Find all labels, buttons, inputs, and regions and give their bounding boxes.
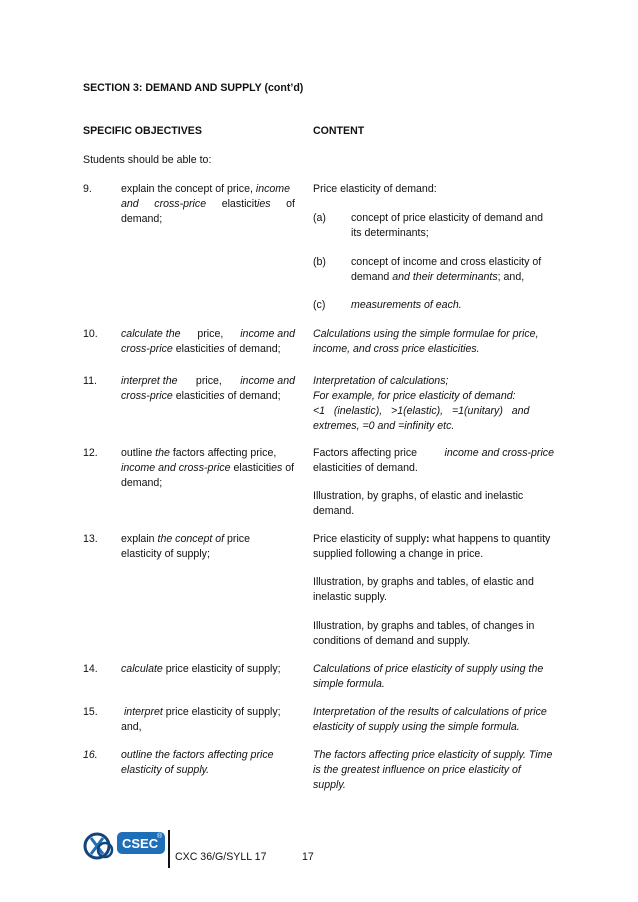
content-text: Factors affecting price income and cross-price elasticities of demand. — [313, 447, 554, 474]
content-text: Calculations of price elasticity of supply using the simple formula. — [313, 663, 544, 690]
content-text: Illustration, by graphs and tables, of elastic and inelastic supply. — [313, 576, 534, 603]
cxc-logo — [83, 826, 173, 866]
footer-divider — [168, 830, 170, 868]
csec-logo-text: CSEC — [122, 836, 159, 851]
item-number: 13. — [83, 533, 98, 545]
item-number: 9. — [83, 183, 92, 195]
sub-text: concept of price elasticity of demand and its determinants; — [351, 212, 543, 239]
objective-text: explain the concept of price elasticity of supply; — [121, 533, 250, 560]
sub-label: (c) — [313, 299, 326, 311]
content-text: Illustration, by graphs and tables, of changes in conditions of demand and supply. — [313, 620, 535, 647]
sub-text: concept of income and cross elasticity of demand and their determinants; and, — [351, 256, 542, 283]
objective-text: outline the factors affecting price elasticity of supply. — [121, 749, 274, 776]
content-text: Interpretation of calculations; For example, for price elasticity of demand: <1 (inelastic), >1(elastic), =1(unitary) and extremes, =0 and =infinity etc. — [313, 375, 530, 432]
registered-mark: ® — [157, 833, 163, 840]
objective-text: explain the concept of price, income and cross-price elasticities of demand; — [121, 183, 295, 225]
objective-text: calculate the price, income and cross-price elasticities of demand; — [121, 328, 295, 355]
sub-text: measurements of each. — [351, 299, 462, 311]
intro-text: Students should be able to: — [83, 154, 212, 166]
section-title: SECTION 3: DEMAND AND SUPPLY (cont’d) — [83, 82, 304, 94]
doc-code: CXC 36/G/SYLL 17 — [175, 851, 267, 863]
item-number: 11. — [83, 375, 97, 387]
content-text: Price elasticity of supply: what happens to quantity supplied following a change in price. — [313, 533, 551, 560]
item-number: 16. — [83, 749, 98, 761]
objective-text: interpret the price, income and cross-price elasticities of demand; — [121, 375, 295, 402]
item-number: 15. — [83, 706, 98, 718]
objectives-header: SPECIFIC OBJECTIVES — [83, 125, 202, 137]
content-text: Interpretation of the results of calculations of price elasticity of supply using the simple formula. — [313, 706, 547, 733]
objective-text: outline the factors affecting price, income and cross-price elasticities of demand; — [121, 447, 295, 489]
item-number: 10. — [83, 328, 98, 340]
objective-text: calculate price elasticity of supply; — [121, 663, 281, 675]
page-number: 17 — [302, 851, 314, 863]
content-text: Illustration, by graphs, of elastic and inelastic demand. — [313, 490, 524, 517]
content-text: Calculations using the simple formulae for price, income, and cross price elasticities. — [313, 328, 539, 355]
sub-label: (a) — [313, 212, 326, 224]
item-number: 14. — [83, 663, 98, 675]
sub-label: (b) — [313, 256, 326, 268]
objective-text: interpret price elasticity of supply; and, — [121, 706, 281, 733]
item-number: 12. — [83, 447, 98, 459]
content-header: CONTENT — [313, 125, 365, 137]
content-text: Price elasticity of demand: — [313, 183, 437, 195]
content-text: The factors affecting price elasticity of supply. Time is the greatest influence on price elasticity of supply. — [313, 749, 553, 791]
